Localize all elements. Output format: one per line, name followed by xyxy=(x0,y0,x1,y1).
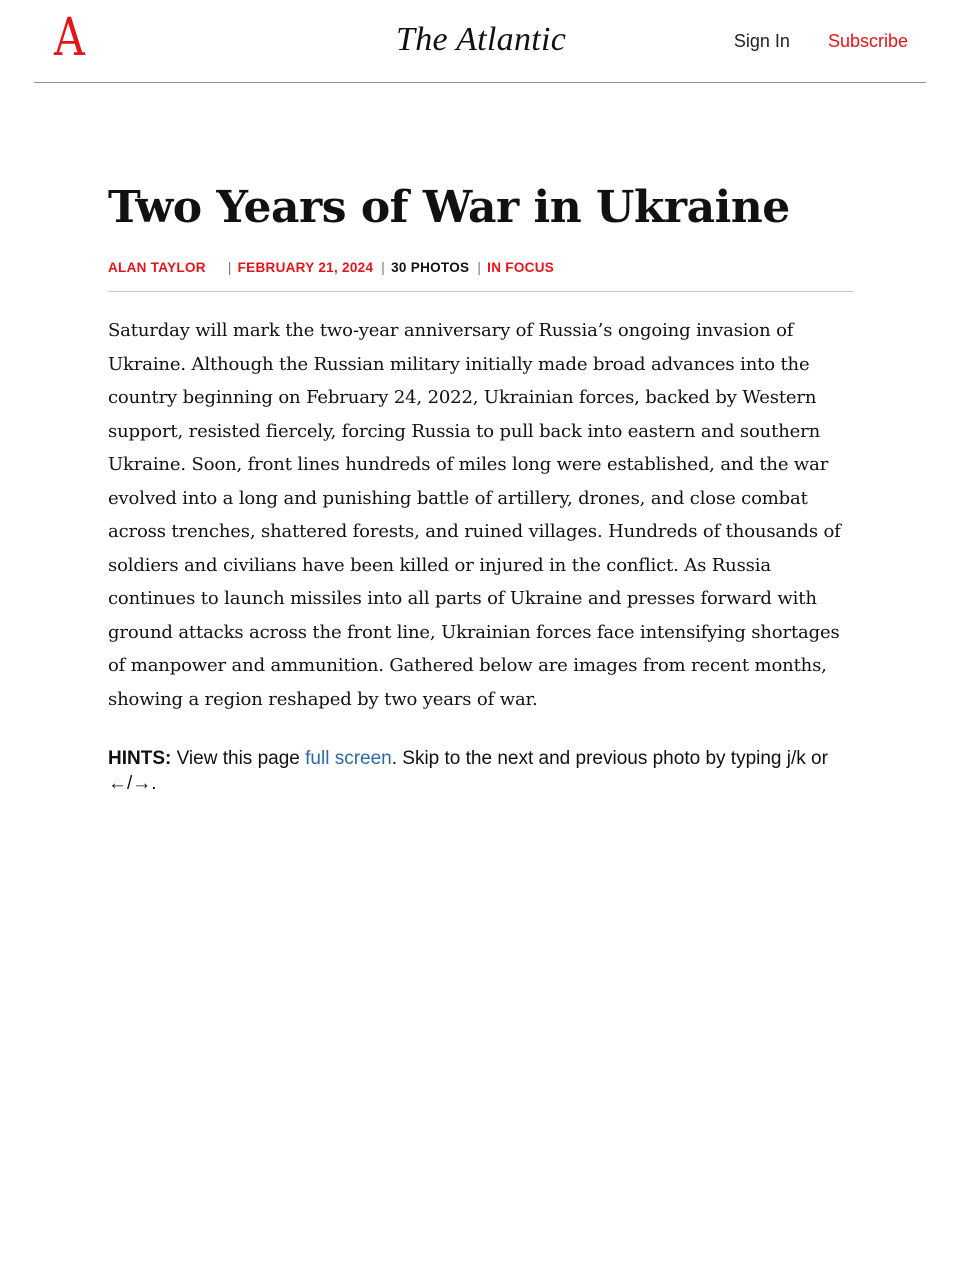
atlantic-wordmark[interactable]: The Atlantic xyxy=(396,21,567,58)
byline-separator: | xyxy=(477,260,482,275)
sign-in-link[interactable]: Sign In xyxy=(733,31,790,51)
atlantic-logo[interactable]: A xyxy=(54,8,85,68)
section-link[interactable]: IN FOCUS xyxy=(487,260,555,275)
byline-separator: | xyxy=(381,260,386,275)
article-title: Two Years of War in Ukraine xyxy=(108,182,790,233)
hints xyxy=(108,746,854,796)
author-link[interactable]: ALAN TAYLOR xyxy=(108,260,206,275)
publish-date: FEBRUARY 21, 2024 xyxy=(237,260,374,275)
hints-text-before: View this page xyxy=(171,748,306,769)
site-header xyxy=(34,0,926,83)
byline xyxy=(108,258,854,278)
article xyxy=(108,178,854,796)
full-screen-link[interactable]: full screen xyxy=(305,748,392,769)
divider xyxy=(108,291,854,292)
header-actions xyxy=(734,30,908,52)
article-dek: Saturday will mark the two-year anniversary of Russia’s ongoing invasion of Ukraine. Although the Russian military initially made broad advances into the country beginning on February 24, 2022, Ukrainian forces, backed by Western support, resisted fiercely, forcing Russia to pull back into eastern and southern Ukraine. Soon, front lines hundreds of miles long were established, and the war evolved into a long and punishing battle of artillery, drones, and close combat across trenches, shattered forests, and ruined villages. Hundreds of thousands of soldiers and civilians have been killed or injured in the conflict. As Russia continues to launch missiles into all parts of Ukraine and presses forward with ground attacks across the front line, Ukrainian forces face intensifying shortages of manpower and ammunition. Gathered below are images from recent months, showing a region reshaped by two years of war. xyxy=(108,320,841,710)
byline-separator: | xyxy=(227,260,232,275)
subscribe-link[interactable]: Subscribe xyxy=(827,31,908,51)
hints-text-after: . Skip to the next and previous photo by typing j/k or ←/→. xyxy=(108,748,828,794)
hints-label: HINTS: xyxy=(108,748,172,769)
photo-count: 30 PHOTOS xyxy=(391,260,470,275)
